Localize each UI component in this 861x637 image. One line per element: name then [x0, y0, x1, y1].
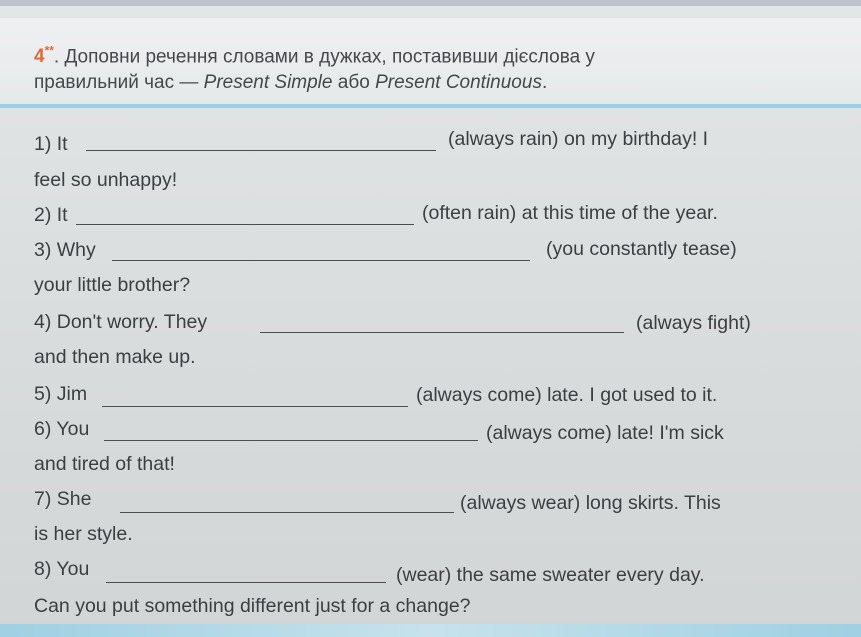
bottom-band: [0, 624, 861, 637]
task-instruction-line-2: правильний час — Present Simple або Present Continuous.: [34, 72, 548, 93]
item-3-continuation: your little brother?: [34, 274, 191, 296]
item-3-start: 3) Why: [34, 239, 96, 261]
task-header: [0, 18, 861, 108]
item-1-continuation: feel so unhappy!: [34, 169, 178, 191]
item-7-blank[interactable]: [120, 512, 454, 513]
item-6-blank[interactable]: [104, 440, 478, 441]
item-3-blank[interactable]: [112, 260, 530, 261]
item-5-start: 5) Jim: [34, 383, 88, 405]
item-8-continuation: Can you put something different just for a change?: [34, 595, 471, 617]
item-1-blank[interactable]: [86, 150, 436, 151]
item-2-hint: (often rain) at this time of the year.: [422, 202, 718, 224]
item-6-start: 6) You: [34, 418, 90, 440]
item-7-hint: (always wear) long skirts. This: [460, 492, 721, 514]
item-1-hint: (always rain) on my birthday! I: [448, 128, 709, 150]
top-rule: [0, 0, 861, 6]
task-instruction-line-1: 4**. Доповни речення словами в дужках, поставивши дієслова у: [34, 44, 595, 68]
item-8-hint: (wear) the same sweater every day.: [396, 564, 705, 586]
item-7-continuation: is her style.: [34, 523, 133, 545]
item-5-hint: (always come) late. I got used to it.: [416, 384, 718, 406]
item-4-continuation: and then make up.: [34, 346, 196, 368]
item-4-hint: (always fight): [636, 312, 751, 334]
item-2-start: 2) It: [34, 204, 68, 226]
item-3-hint: (you constantly tease): [546, 238, 737, 260]
item-8-start: 8) You: [34, 558, 90, 580]
tense-present-continuous: Present Continuous: [375, 72, 542, 93]
item-1-start: 1) It: [34, 133, 68, 155]
item-5-blank[interactable]: [102, 406, 408, 407]
tense-present-simple: Present Simple: [203, 72, 333, 93]
item-7-start: 7) She: [34, 488, 92, 510]
item-4-start: 4) Don't worry. They: [34, 311, 208, 333]
item-8-blank[interactable]: [106, 582, 386, 583]
item-2-blank[interactable]: [76, 224, 414, 225]
item-6-hint: (always come) late! I'm sick: [486, 422, 724, 444]
item-6-continuation: and tired of that!: [34, 453, 175, 475]
task-number: 4**: [34, 44, 54, 68]
item-4-blank[interactable]: [260, 332, 624, 333]
